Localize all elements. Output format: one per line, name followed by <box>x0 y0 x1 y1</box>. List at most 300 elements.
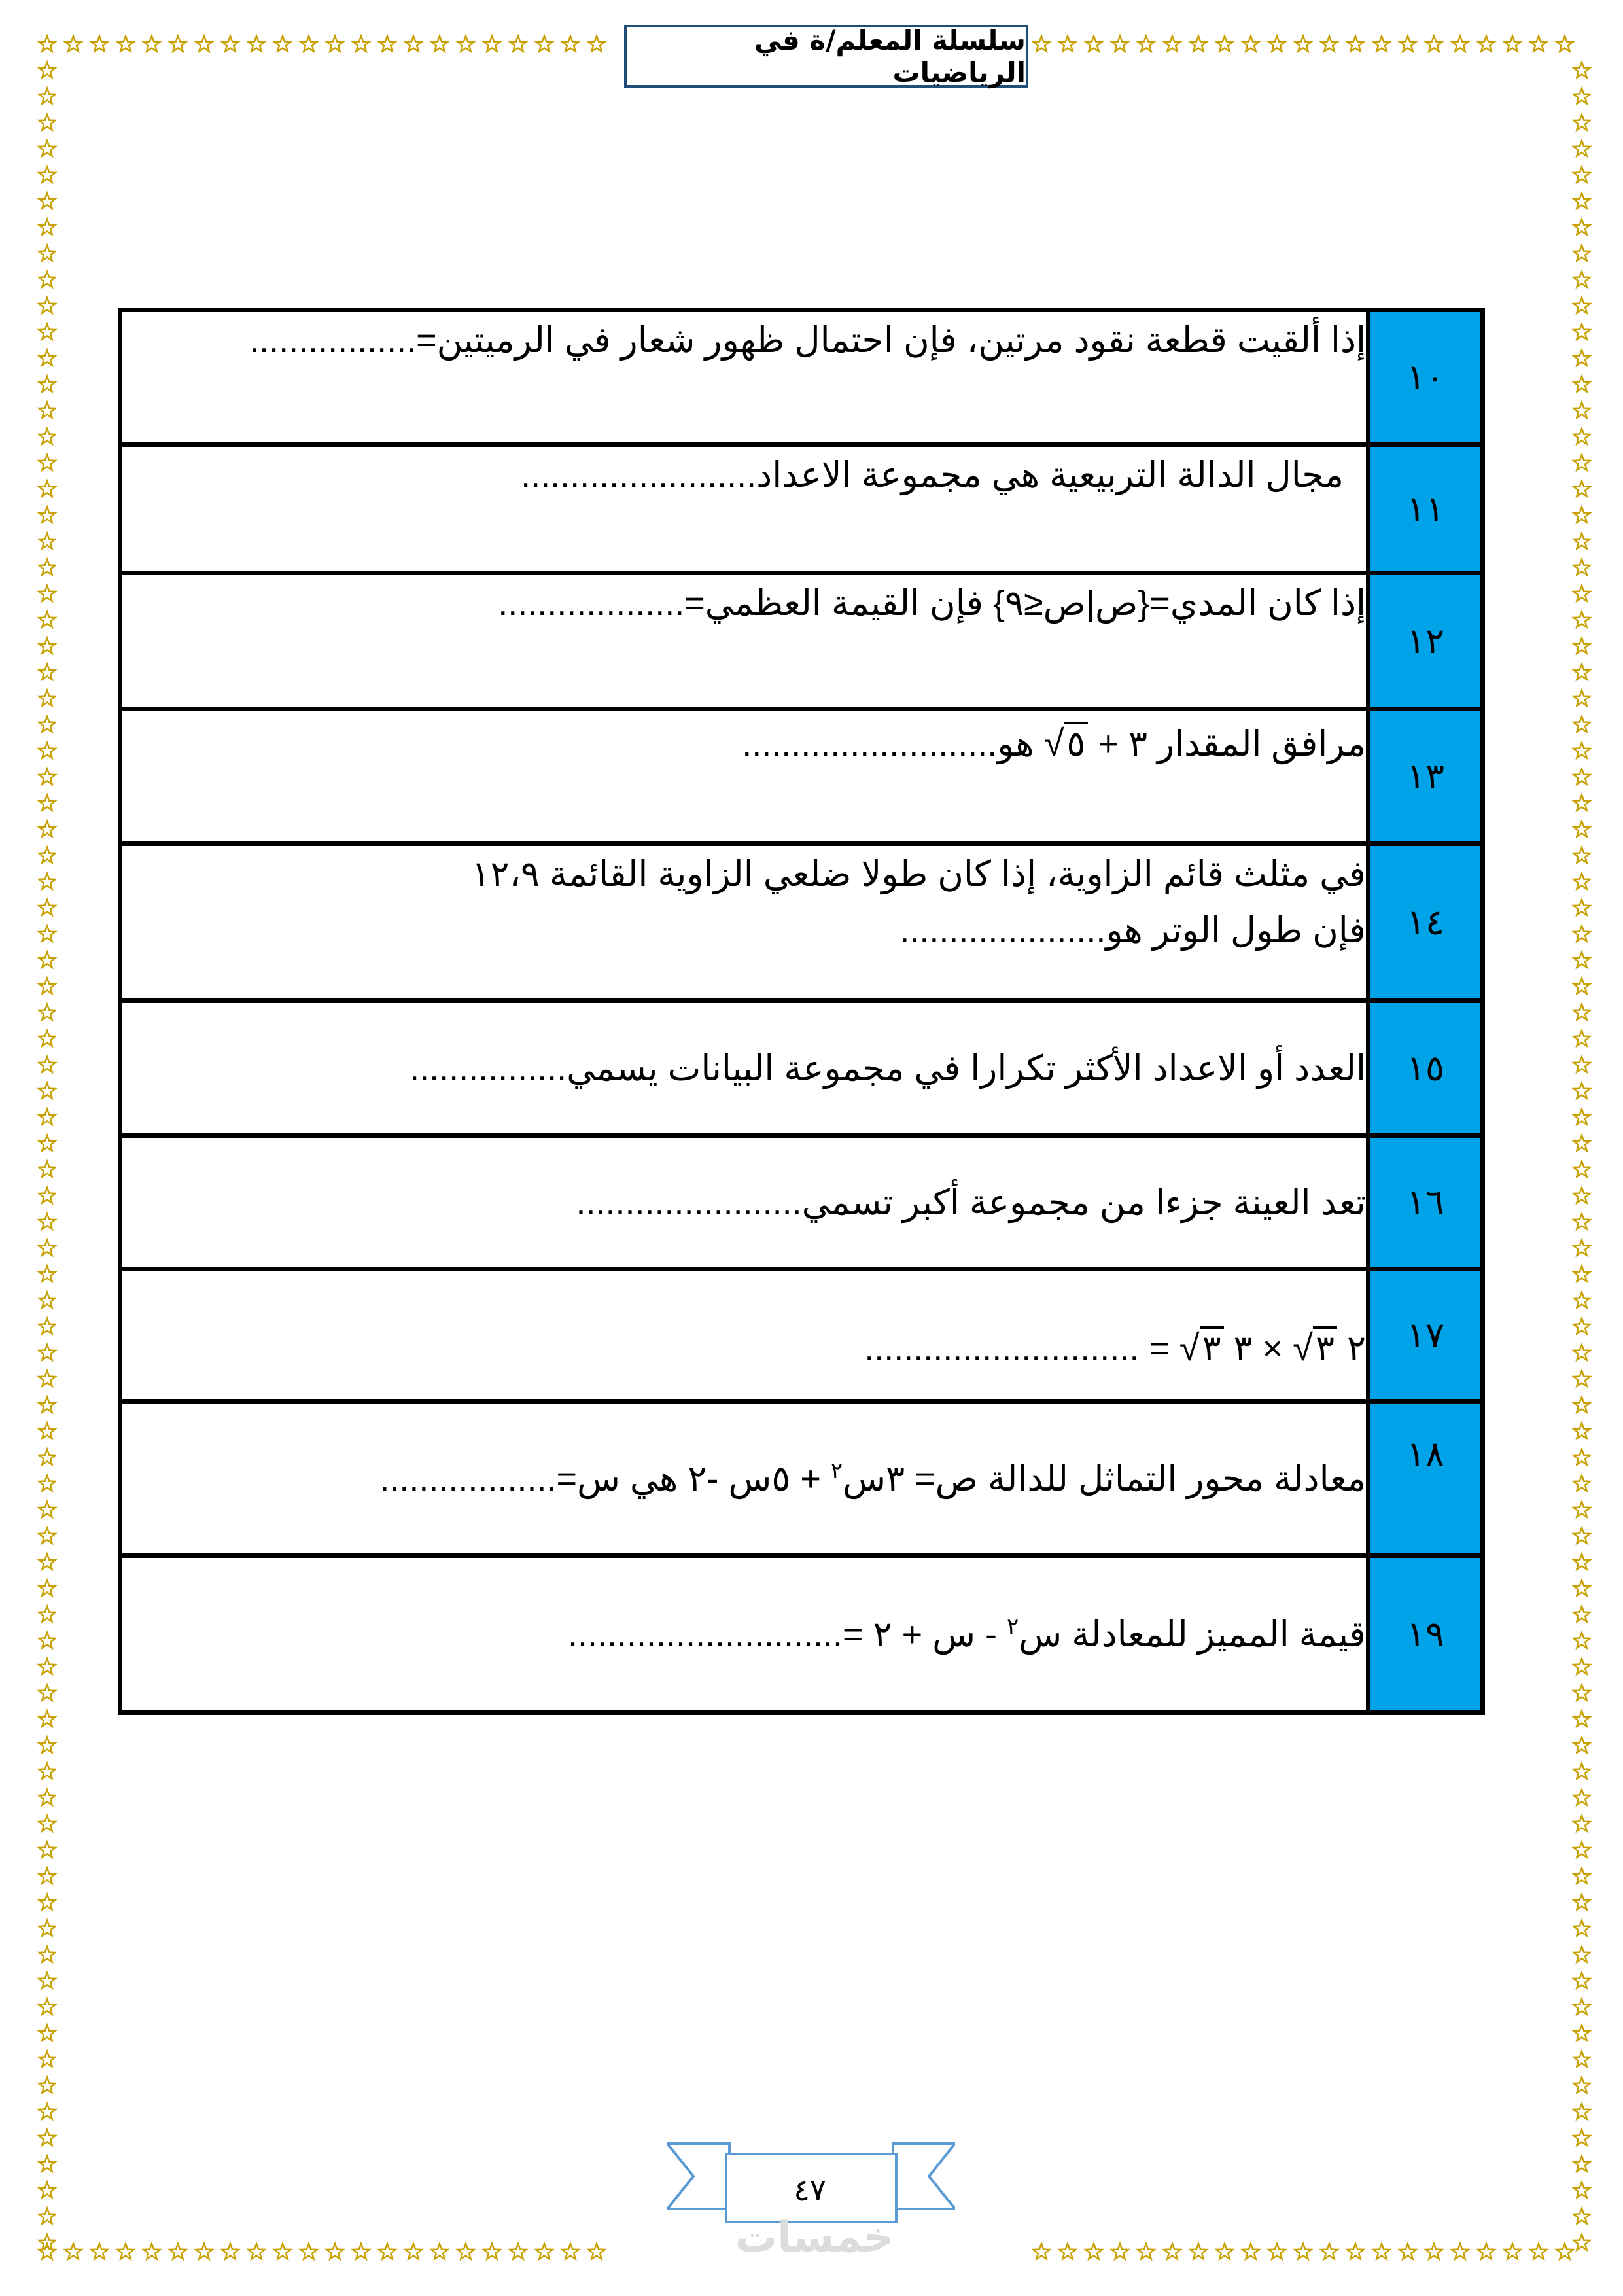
border-star-icon <box>39 743 56 758</box>
border-star-icon <box>39 455 56 470</box>
border-star-icon <box>1574 1554 1590 1570</box>
border-star-icon <box>1034 36 1050 52</box>
border-star-icon <box>39 1711 56 1727</box>
border-star-icon <box>301 36 317 52</box>
question-line: إذا كان المدي={ص|ص≤٩} فإن القيمة العظمي=................... <box>498 584 1366 623</box>
border-star-icon <box>39 1554 56 1570</box>
border-star-icon <box>1557 36 1573 52</box>
border-star-icon <box>39 1083 56 1099</box>
border-star-icon <box>1574 926 1590 942</box>
border-star-icon <box>1574 743 1590 758</box>
border-star-icon <box>39 952 56 968</box>
border-star-icon <box>39 690 56 706</box>
border-star-icon <box>1574 167 1590 183</box>
question-text <box>120 1136 1369 1269</box>
border-star-icon <box>1574 1318 1590 1334</box>
text-after-exponent: + ٥س -٢ هي س=.................. <box>379 1458 831 1498</box>
border-star-icon <box>39 141 56 156</box>
border-star-icon <box>144 36 160 52</box>
border-star-icon <box>1452 36 1469 52</box>
border-star-icon <box>39 1371 56 1386</box>
border-star-icon <box>510 36 527 52</box>
border-star-icon <box>39 272 56 287</box>
border-star-icon <box>39 2208 56 2224</box>
border-star-icon <box>39 1737 56 1753</box>
border-star-icon <box>1574 1371 1590 1386</box>
border-star-icon <box>1164 36 1181 52</box>
border-star-icon <box>1574 978 1590 994</box>
border-star-icon <box>1321 2244 1338 2259</box>
border-star-icon <box>118 2244 134 2259</box>
border-star-icon <box>39 1031 56 1046</box>
border-star-icon <box>39 664 56 680</box>
border-star-icon <box>1574 1083 1590 1099</box>
border-star-icon <box>1574 1109 1590 1125</box>
border-star-icon <box>536 2244 553 2259</box>
border-star-icon <box>39 1894 56 1910</box>
border-star-icon <box>1574 1711 1590 1727</box>
border-star-icon <box>39 586 56 601</box>
border-star-icon <box>1574 1816 1590 1831</box>
border-star-icon <box>65 2244 82 2259</box>
ribbon-left-tail <box>667 2144 729 2209</box>
border-star-icon <box>1574 245 1590 261</box>
question-line <box>122 1451 1366 1507</box>
radicand: ٥ <box>1064 722 1088 764</box>
border-star-icon <box>39 324 56 340</box>
border-star-icon <box>65 36 82 52</box>
border-star-icon <box>39 62 56 78</box>
border-star-icon <box>39 821 56 837</box>
question-line: إذا ألقيت قطعة نقود مرتين، فإن احتمال ظهور شعار في الرميتين=................. <box>249 321 1366 360</box>
border-star-icon <box>92 36 108 52</box>
border-star-icon <box>1112 2244 1128 2259</box>
border-star-icon <box>39 874 56 889</box>
border-star-icon <box>39 2025 56 2041</box>
question-line: تعد العينة جزءا من مجموعة أكبر تسمي....................... <box>576 1182 1366 1222</box>
text-after-root: هو.......................... <box>742 724 1044 764</box>
border-star-icon <box>1531 2244 1547 2259</box>
border-star-icon <box>1505 2244 1521 2259</box>
border-star-icon <box>39 1868 56 1884</box>
table-row <box>120 844 1483 1001</box>
question-number: ١٩ <box>1369 1556 1483 1713</box>
border-star-icon <box>39 533 56 549</box>
border-star-icon <box>39 1842 56 1858</box>
border-star-icon <box>589 36 605 52</box>
border-star-icon <box>1574 1737 1590 1753</box>
border-star-icon <box>1574 1685 1590 1701</box>
border-star-icon <box>1574 141 1590 156</box>
border-star-icon <box>39 1763 56 1779</box>
border-star-icon <box>39 638 56 654</box>
border-star-icon <box>1574 62 1590 78</box>
table-row <box>120 1001 1483 1136</box>
border-star-icon <box>39 1188 56 1203</box>
border-star-icon <box>39 298 56 313</box>
border-star-icon <box>1574 533 1590 549</box>
border-star-icon <box>1574 716 1590 732</box>
border-star-icon <box>196 36 213 52</box>
border-star-icon <box>1574 2208 1590 2224</box>
question-text <box>120 709 1369 844</box>
border-star-icon <box>39 1161 56 1177</box>
border-star-icon <box>1269 2244 1285 2259</box>
watermark: خمسات <box>735 2214 894 2262</box>
border-star-icon <box>39 2077 56 2093</box>
exponent: ٢ <box>1007 1614 1019 1639</box>
table-row <box>120 573 1483 709</box>
header-title: سلسلة المعلم/ة في الرياضيات <box>754 24 1026 88</box>
border-star-icon <box>1574 1475 1590 1491</box>
border-star-icon <box>1574 900 1590 915</box>
border-star-icon <box>1574 1266 1590 1282</box>
border-star-icon <box>39 716 56 732</box>
border-star-icon <box>484 2244 500 2259</box>
square-root <box>1293 1320 1337 1377</box>
border-star-icon <box>39 795 56 811</box>
border-star-icon <box>196 2244 213 2259</box>
border-star-icon <box>39 1004 56 1020</box>
border-star-icon <box>39 245 56 261</box>
border-star-icon <box>1574 1449 1590 1465</box>
border-star-icon <box>39 2182 56 2198</box>
border-star-icon <box>39 115 56 130</box>
border-star-icon <box>1574 1057 1590 1072</box>
border-star-icon <box>1574 2025 1590 2041</box>
border-star-icon <box>39 1528 56 1544</box>
question-line <box>122 1294 1366 1377</box>
border-star-icon <box>1217 36 1233 52</box>
border-star-icon <box>1374 2244 1390 2259</box>
border-star-icon <box>118 36 134 52</box>
border-star-icon <box>39 1502 56 1517</box>
border-star-icon <box>39 900 56 915</box>
border-star-icon <box>39 1580 56 1596</box>
border-star-icon <box>39 1685 56 1701</box>
border-star-icon <box>1574 2130 1590 2146</box>
coefficient: ٣ <box>1233 1329 1253 1368</box>
border-star-icon <box>1574 874 1590 889</box>
border-star-icon <box>39 1449 56 1465</box>
header-box <box>624 25 1028 88</box>
question-line <box>122 1606 1366 1663</box>
border-star-icon <box>39 2130 56 2146</box>
border-star-icon <box>1574 402 1590 418</box>
table-row <box>120 1402 1483 1556</box>
border-star-icon <box>1574 795 1590 811</box>
border-star-icon <box>39 507 56 523</box>
border-star-icon <box>353 2244 370 2259</box>
border-star-icon <box>39 1240 56 1256</box>
border-star-icon <box>1426 36 1442 52</box>
border-star-icon <box>1505 36 1521 52</box>
question-line <box>122 711 1366 772</box>
border-star-icon <box>1374 36 1390 52</box>
border-star-icon <box>275 2244 291 2259</box>
border-star-icon <box>1574 1894 1590 1910</box>
question-text <box>120 1402 1369 1556</box>
border-star-icon <box>379 2244 396 2259</box>
border-star-icon <box>39 1397 56 1413</box>
border-star-icon <box>1574 1240 1590 1256</box>
border-star-icon <box>1060 2244 1076 2259</box>
border-star-icon <box>1574 1763 1590 1779</box>
border-star-icon <box>39 402 56 418</box>
border-star-icon <box>144 2244 160 2259</box>
border-star-icon <box>39 219 56 235</box>
border-star-icon <box>510 2244 527 2259</box>
border-star-icon <box>222 36 239 52</box>
border-star-icon <box>1574 664 1590 680</box>
border-star-icon <box>39 1345 56 1360</box>
border-star-icon <box>39 376 56 392</box>
border-star-icon <box>1574 1842 1590 1858</box>
border-star-icon <box>1243 36 1259 52</box>
question-line: مجال الدالة التربيعية هي مجموعة الاعداد........................ <box>521 455 1344 495</box>
border-star-icon <box>39 193 56 209</box>
border-star-icon <box>39 847 56 863</box>
border-star-icon <box>327 36 343 52</box>
border-star-icon <box>1269 36 1285 52</box>
border-star-icon <box>1478 36 1495 52</box>
border-star-icon <box>1574 1999 1590 2015</box>
border-star-icon <box>39 36 56 52</box>
border-star-icon <box>1574 193 1590 209</box>
border-star-icon <box>39 1920 56 1936</box>
question-text <box>120 445 1369 573</box>
border-star-icon <box>39 350 56 366</box>
border-star-icon <box>1557 2244 1573 2259</box>
border-star-icon <box>1478 2244 1495 2259</box>
times-sign: × <box>1262 1329 1283 1368</box>
border-star-icon <box>1034 2244 1050 2259</box>
border-star-icon <box>1574 1188 1590 1203</box>
table-row <box>120 1136 1483 1269</box>
border-star-icon <box>39 1659 56 1674</box>
border-star-icon <box>1531 36 1547 52</box>
border-star-icon <box>249 2244 265 2259</box>
border-star-icon <box>39 1633 56 1648</box>
border-star-icon <box>1574 376 1590 392</box>
border-star-icon <box>1348 36 1364 52</box>
border-star-icon <box>1574 1868 1590 1884</box>
question-number: ١٥ <box>1369 1001 1483 1136</box>
border-star-icon <box>92 2244 108 2259</box>
border-star-icon <box>406 2244 422 2259</box>
border-star-icon <box>170 2244 186 2259</box>
border-star-icon <box>39 1423 56 1439</box>
border-star-icon <box>1086 36 1102 52</box>
border-star-icon <box>39 1475 56 1491</box>
border-star-icon <box>1574 559 1590 575</box>
border-star-icon <box>249 36 265 52</box>
question-number: ١٢ <box>1369 573 1483 709</box>
border-star-icon <box>1574 324 1590 340</box>
coefficient: ٢ <box>1346 1329 1366 1368</box>
border-star-icon <box>1574 1292 1590 1308</box>
border-star-icon <box>39 429 56 444</box>
border-star-icon <box>1400 2244 1416 2259</box>
question-line: العدد أو الاعداد الأكثر تكرارا في مجموعة البيانات يسمي................ <box>410 1048 1366 1088</box>
border-star-icon <box>1574 821 1590 837</box>
table-row <box>120 709 1483 844</box>
border-star-icon <box>1574 350 1590 366</box>
question-text <box>120 1001 1369 1136</box>
border-star-icon <box>1574 1606 1590 1622</box>
border-star-icon <box>432 2244 448 2259</box>
border-star-icon <box>1574 1004 1590 1020</box>
border-star-icon <box>222 2244 239 2259</box>
border-star-icon <box>589 2244 605 2259</box>
questions-table <box>118 308 1485 1715</box>
border-star-icon <box>39 1135 56 1151</box>
border-star-icon <box>1574 2156 1590 2172</box>
question-number: ١١ <box>1369 445 1483 573</box>
border-star-icon <box>1452 2244 1469 2259</box>
radicand: ٣ <box>1200 1326 1224 1368</box>
border-star-icon <box>1191 36 1207 52</box>
border-star-icon <box>1164 2244 1181 2259</box>
border-star-icon <box>1574 2104 1590 2119</box>
border-star-icon <box>1112 36 1128 52</box>
border-star-icon <box>563 2244 579 2259</box>
question-number: ١٦ <box>1369 1136 1483 1269</box>
question-number: ١٨ <box>1369 1402 1483 1556</box>
border-star-icon <box>1574 455 1590 470</box>
border-star-icon <box>1574 1973 1590 1988</box>
border-star-icon <box>1574 1135 1590 1151</box>
border-star-icon <box>1574 1659 1590 1674</box>
border-star-icon <box>1574 690 1590 706</box>
border-star-icon <box>1574 2077 1590 2093</box>
question-number: ١٣ <box>1369 709 1483 844</box>
border-star-icon <box>39 2051 56 2067</box>
border-star-icon <box>1295 2244 1312 2259</box>
border-star-icon <box>39 1266 56 1282</box>
question-text <box>120 310 1369 445</box>
border-star-icon <box>39 1947 56 1962</box>
border-star-icon <box>1217 2244 1233 2259</box>
question-number: ١٧ <box>1369 1269 1483 1402</box>
table-row <box>120 1556 1483 1713</box>
question-text <box>120 1556 1369 1713</box>
square-root <box>1044 715 1089 772</box>
border-star-icon <box>563 36 579 52</box>
border-star-icon <box>39 1816 56 1831</box>
border-star-icon <box>484 36 500 52</box>
ribbon-right-tail <box>893 2144 955 2209</box>
border-star-icon <box>1426 2244 1442 2259</box>
border-star-icon <box>1574 586 1590 601</box>
border-star-icon <box>1574 1031 1590 1046</box>
border-star-icon <box>39 167 56 183</box>
border-star-icon <box>39 1999 56 2015</box>
border-star-icon <box>1574 2182 1590 2198</box>
border-star-icon <box>1574 1633 1590 1648</box>
border-star-icon <box>1574 1161 1590 1177</box>
table-row <box>120 445 1483 573</box>
border-star-icon <box>170 36 186 52</box>
border-star-icon <box>1574 1397 1590 1413</box>
question-number: ١٤ <box>1369 844 1483 1001</box>
border-star-icon <box>1574 1502 1590 1517</box>
text-before-exponent: معادلة محور التماثل للدالة ص= ٣س <box>843 1458 1366 1498</box>
border-star-icon <box>1574 115 1590 130</box>
border-star-icon <box>406 36 422 52</box>
border-star-icon <box>1574 1528 1590 1544</box>
border-star-icon <box>432 36 448 52</box>
page-number: ٤٧ <box>794 2172 826 2208</box>
border-star-icon <box>1295 36 1312 52</box>
text-after-root: = ............................ <box>864 1329 1179 1368</box>
border-star-icon <box>39 1973 56 1988</box>
question-line: فإن طول الوتر هو..................... <box>899 911 1366 950</box>
border-star-icon <box>39 1318 56 1334</box>
border-star-icon <box>1574 429 1590 444</box>
border-star-icon <box>39 1057 56 1072</box>
border-star-icon <box>1574 1580 1590 1596</box>
border-star-icon <box>1574 507 1590 523</box>
border-star-icon <box>1086 2244 1102 2259</box>
border-star-icon <box>1574 612 1590 627</box>
border-star-icon <box>1574 847 1590 863</box>
border-star-icon <box>1574 1947 1590 1962</box>
border-star-icon <box>1574 1790 1590 1805</box>
square-root <box>1179 1320 1224 1377</box>
border-star-icon <box>39 1292 56 1308</box>
border-star-icon <box>39 1109 56 1125</box>
border-star-icon <box>327 2244 343 2259</box>
border-star-icon <box>1574 219 1590 235</box>
border-star-icon <box>39 88 56 104</box>
border-star-icon <box>39 926 56 942</box>
exponent: ٢ <box>830 1458 843 1483</box>
table-row <box>120 310 1483 445</box>
border-star-icon <box>275 36 291 52</box>
border-star-icon <box>458 36 474 52</box>
border-star-icon <box>1243 2244 1259 2259</box>
border-star-icon <box>39 2104 56 2119</box>
border-star-icon <box>39 1214 56 1229</box>
border-star-icon <box>39 481 56 497</box>
border-star-icon <box>1574 952 1590 968</box>
border-star-icon <box>39 978 56 994</box>
text-before-root: مرافق المقدار ٣ + <box>1088 724 1366 764</box>
border-star-icon <box>1574 272 1590 287</box>
border-star-icon <box>1191 2244 1207 2259</box>
question-text <box>120 1269 1369 1402</box>
border-star-icon <box>1574 638 1590 654</box>
radicand: ٣ <box>1313 1326 1337 1368</box>
border-star-icon <box>39 559 56 575</box>
radical-sign-icon: √ <box>1043 722 1064 764</box>
border-star-icon <box>39 769 56 785</box>
border-star-icon <box>353 36 370 52</box>
border-star-icon <box>1574 1214 1590 1229</box>
question-line: في مثلث قائم الزاوية، إذا كان طولا ضلعي الزاوية القائمة ١٢،٩ <box>471 855 1366 894</box>
border-star-icon <box>39 2156 56 2172</box>
border-star-icon <box>458 2244 474 2259</box>
border-star-icon <box>1138 36 1155 52</box>
border-star-icon <box>39 1606 56 1622</box>
border-star-icon <box>1400 36 1416 52</box>
border-star-icon <box>1060 36 1076 52</box>
question-number: ١٠ <box>1369 310 1483 445</box>
border-star-icon <box>1574 1423 1590 1439</box>
border-star-icon <box>1574 298 1590 313</box>
border-star-icon <box>536 36 553 52</box>
